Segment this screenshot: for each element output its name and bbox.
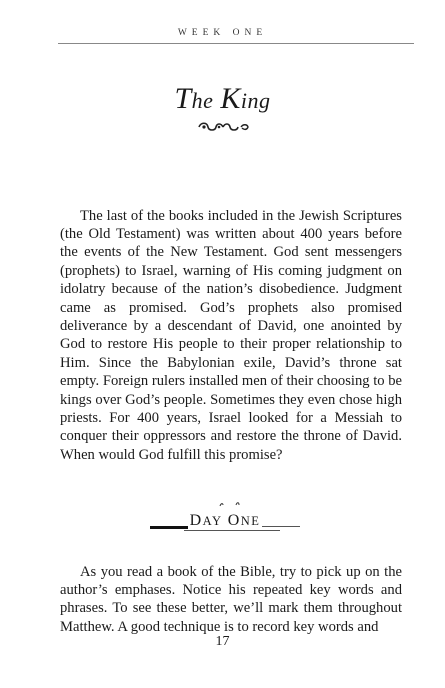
day-underline [184, 530, 280, 531]
day-rest-2: NE [240, 514, 261, 528]
page-number: 17 [215, 634, 230, 649]
title-initial-1: T [174, 82, 192, 115]
header-rule [58, 43, 414, 44]
title-rest-2: ing [240, 88, 271, 113]
day-heading [150, 508, 300, 538]
day-label [150, 512, 300, 530]
day-ornament-icon [210, 500, 250, 510]
day-initial-2: O [227, 512, 241, 529]
title-rest-1: he [191, 88, 214, 113]
day-initial-1: D [189, 512, 203, 529]
day-rest-1: AY [202, 514, 223, 528]
day-rule-right [262, 526, 300, 527]
title-initial-2: K [220, 82, 241, 115]
running-head: WEEK ONE [177, 28, 268, 38]
title-ornament-icon [0, 120, 445, 138]
chapter-title [0, 82, 445, 116]
day-paragraph: As you read a book of the Bible, try to pick up on the author’s emphases. Notice his repeated key words and phrases. To see these better, we’ll mark them throughout Matthew. A good technique is to record key words and [60, 563, 402, 635]
intro-paragraph: The last of the books included in the Jewish Scriptures (the Old Testament) was written about 400 years before the events of the New Testament. God sent messengers (prophets) to Israel, warning of His coming judgment on idolatry because of the nation’s disobedience. Judgment came as promised. God’s prophets also promised deliverance by a descendant of David, one anointed by God to restore His people to their proper relationship to Him. Since the Babylonian exile, David’s throne sat empty. Foreign rulers installed men of their choosing to be kings over God’s people. Sometimes they even chose high priests. For 400 years, Israel looked for a Messiah to conquer their oppressors and restore the throne of David. When would God fulfill this promise? [60, 207, 402, 463]
